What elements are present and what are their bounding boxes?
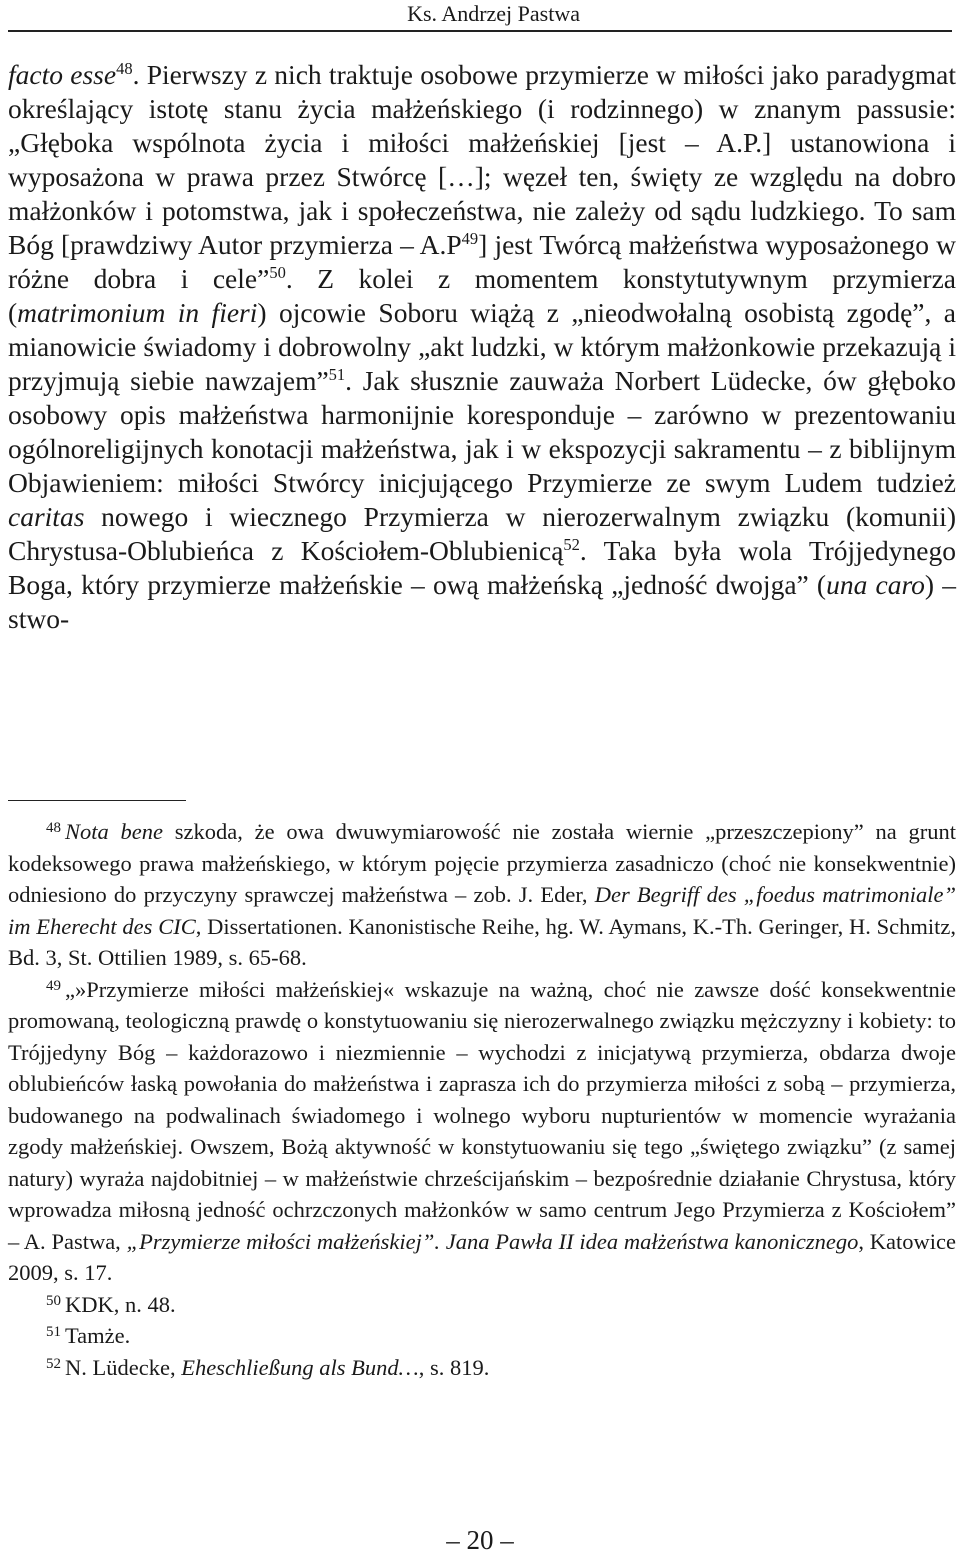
- footnote-text: , Katowice 2009, s. 17.: [8, 1228, 956, 1285]
- page-number: – 20 –: [446, 1525, 514, 1555]
- footnote-49: [8, 974, 956, 1289]
- running-head-author: Ks. Andrzej Pastwa: [407, 1, 580, 26]
- running-header: [8, 0, 952, 32]
- body-italic-facto-esse: facto esse: [8, 59, 117, 90]
- body-text-segment: . Jak słusznie zauważa Norbert Lüdecke, ów głęboko osobowy opis małżeństwa harmonijnie koresponduje – zarówno w prezentowaniu ogólnoreligijnych konotacji małżeństwa, jak i w ekspozycji sakramentu – z biblijnym Objawieniem: miłości Stwórcy inicjującego Przymierze ze swym Ludem tudzież: [8, 365, 956, 498]
- footnote-italic: „Przymierze miłości małżeńskiej”. Jana Pawła II idea małżeństwa kanonicznego: [126, 1228, 859, 1254]
- footnote-number: 52: [46, 1355, 61, 1372]
- main-paragraph: [8, 58, 956, 636]
- footnote-italic: Nota bene: [65, 819, 163, 844]
- footnote-text: KDK, n. 48.: [65, 1291, 176, 1317]
- footnote-number: 51: [46, 1324, 61, 1340]
- body-text-segment: nowego i wiecznego Przymierza w nierozerwalnym związku (komunii) Chrystusa-Oblubieńca z Kościołem-Oblubienicą: [8, 501, 956, 566]
- body-text-segment: . Z kolei z momentem konstytutywnym przymierza (: [8, 263, 956, 328]
- footnote-text: „»Przymierze miłości małżeńskiej« wskazuje na ważną, choć nie zawsze dość konsekwentnie promowaną, teologiczną prawdę o konstytuowaniu się nierozerwalnego związku mężczyzny i kobiety: to Trójjedyny Bóg – każdorazowo i niezmiennie – wychodzi z inicjatywą przymierza, obdarza dwoje oblubieńców łaską powołania do małżeństwa i zaprasza ich do przymierza miłości z sobą – przymierza, budowanego na podwalinach świadomego i wolnego wyboru nupturientów w momencie wyrażania zgody małżeńskiej. Owszem, Bożą aktywność w konstytuowaniu się tego „świętego związku” (z samej natury) wyraża najdobitniej – w małżeństwie chrześcijańskim – bezpośrednie działanie Chrystusa, który wprowadza miłosną jedność ochrzczonych małżonków w samo centrum Jego Przymierza z Kościołem” – A. Pastwa,: [8, 976, 956, 1254]
- body-text-segment: . Taka była wola Trójjedynego Boga, który przymierze małżeńskie – ową małżeńską „jedność dwojga” (: [8, 535, 957, 600]
- footnote-italic: Der Begriff des „foedus matrimoniale” im Eherecht des CIC: [8, 882, 956, 939]
- footnote-italic: Eheschließung als Bund…: [181, 1354, 419, 1380]
- body-italic-matrimonium: matrimonium in fieri: [17, 297, 258, 328]
- footnote-ref-50[interactable]: 50: [269, 263, 286, 283]
- footnote-ref-49[interactable]: 49: [461, 229, 479, 249]
- footnote-text: N. Lüdecke,: [65, 1354, 182, 1380]
- footnote-48: [8, 816, 956, 974]
- footnote-number: 49: [46, 977, 61, 994]
- footnote-ref-48[interactable]: 48: [116, 59, 133, 79]
- body-text-segment: ) – stwo-: [8, 569, 956, 634]
- footnote-51: [8, 1320, 956, 1352]
- footnote-50: [8, 1289, 956, 1321]
- footnote-ref-52[interactable]: 52: [563, 535, 580, 555]
- body-italic-caritas: caritas: [8, 501, 85, 532]
- body-text-segment: ] jest Twórcą małżeństwa wyposażonego w różne dobra i cele”: [8, 229, 956, 294]
- body-italic-una-caro: una caro: [826, 569, 925, 600]
- footnote-number: 50: [46, 1292, 61, 1309]
- body-text-segment: . Pierwszy z nich traktuje osobowe przymierze w miłości jako paradygmat określający istotę stanu życia małżeńskiego (i rodzinnego) w znanym passusie: „Głęboka wspólnota życia i miłości małżeńskiej [jest – A.P.] ustanowiona i wyposażona w prawa przez Stwórcę […]; węzeł ten, święty ze względu na dobro małżonków i potomstwa, jak i społeczeństwa, nie zależy od sądu ludzkiego. To sam Bóg [prawdziwy Autor przymierza – A.P: [8, 59, 956, 260]
- footnote-separator: [8, 800, 186, 801]
- footnotes: [8, 816, 956, 1383]
- footnote-ref-51[interactable]: 51: [328, 365, 346, 385]
- footnote-52: [8, 1352, 956, 1384]
- footnote-text: , Dissertationen. Kanonistische Reihe, hg. W. Aymans, K.-Th. Geringer, H. Schmitz, Bd. 3, St. Ottilien 1989, s. 65-68.: [8, 913, 956, 970]
- footnote-text: szkoda, że owa dwuwymiarowość nie została wiernie „przeszczepiony” na grunt kodeksowego prawa małżeńskiego, w którym pojęcie przymierza zasadniczo (choć nie konsekwentnie) odniesiono do przyczyny sprawczej małżeństwa – zob. J. Eder,: [8, 819, 956, 907]
- footnote-text: , s. 819.: [418, 1354, 490, 1380]
- body-text-segment: ) ojcowie Soboru wiążą z „nieodwołalną osobistą zgodę”, a mianowicie świadomy i dobrowolny „akt ludzki, w którym małżonkowie przekazują i przyjmują siebie nawzajem”: [8, 297, 956, 396]
- footnote-number: 48: [46, 820, 61, 836]
- footnote-text: Tamże.: [65, 1323, 131, 1348]
